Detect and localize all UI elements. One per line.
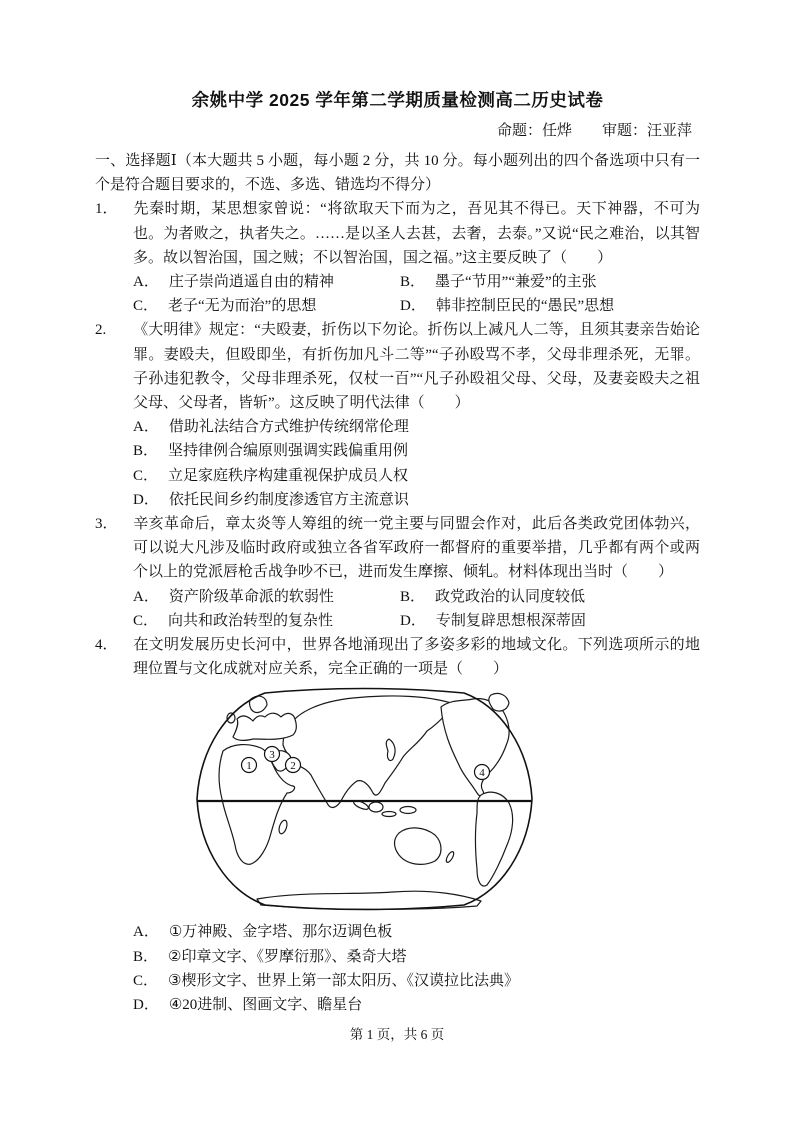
option-a <box>95 415 700 439</box>
option-row <box>95 294 700 318</box>
option-text: 庄子崇尚逍遥自由的精神 <box>168 274 334 291</box>
option-label: D． <box>400 612 426 629</box>
question-number: 1． <box>95 201 118 218</box>
map-asia <box>283 696 454 808</box>
option-label: D． <box>133 997 159 1014</box>
question-stem <box>95 512 700 585</box>
option-label: B． <box>133 443 159 460</box>
option-label: A． <box>133 924 159 941</box>
option-row <box>95 585 700 609</box>
option-text: 老子“无为而治”的思想 <box>168 298 317 315</box>
question-3 <box>95 512 700 633</box>
option-text: 韩非控制臣民的“愚民”思想 <box>435 298 615 315</box>
page-title: 余姚中学 2025 学年第二学期质量检测高二历史试卷 <box>191 90 604 110</box>
option-text: 借助礼法结合方式维护传统纲常伦理 <box>168 419 409 436</box>
map-java <box>382 812 396 817</box>
question-2 <box>95 318 700 512</box>
question-stem <box>95 197 700 270</box>
option-label: B． <box>400 588 426 605</box>
option-label: A． <box>133 588 159 605</box>
proposer-label: 命题：任烨 <box>496 123 572 139</box>
option-c <box>133 609 400 633</box>
option-d <box>95 993 700 1017</box>
option-b <box>400 270 597 294</box>
option-text: 依托民间乡约制度渗透官方主流意识 <box>168 491 409 508</box>
map-marker-3: 3 <box>269 749 275 762</box>
option-text: 坚持律例合编原则强调实践偏重用例 <box>168 443 409 460</box>
option-a <box>133 270 400 294</box>
option-c <box>95 464 700 488</box>
option-label: D． <box>400 298 426 315</box>
question-1 <box>95 197 700 318</box>
map-europe <box>233 714 296 741</box>
option-text: ②印章文字、《罗摩衍那》、桑奇大塔 <box>168 948 407 965</box>
map-marker-1: 1 <box>246 760 252 773</box>
map-australia <box>395 828 442 864</box>
option-b <box>95 439 700 463</box>
option-text: 专制复辟思想根深蒂固 <box>435 612 586 629</box>
question-4 <box>95 633 700 1017</box>
option-row <box>95 270 700 294</box>
option-d <box>400 294 614 318</box>
option-text: ④20进制、图画文字、瞻星台 <box>168 997 363 1014</box>
option-label: C． <box>133 467 159 484</box>
map-marker-2: 2 <box>290 760 296 773</box>
reviewer-label: 审题：汪亚萍 <box>601 123 692 139</box>
option-d <box>400 609 586 633</box>
map-borneo <box>369 802 383 812</box>
world-map-figure <box>193 687 536 912</box>
option-text: ①万神殿、金字塔、那尔迈调色板 <box>168 924 393 941</box>
option-d <box>95 488 700 512</box>
option-label: B． <box>400 274 426 291</box>
option-text: 立足家庭秩序构建重视保护成员人权 <box>168 467 409 484</box>
map-new-zealand <box>445 851 455 864</box>
option-a <box>133 585 400 609</box>
question-number: 2. <box>95 322 107 339</box>
world-map <box>193 687 536 912</box>
question-stem-text: 《大明律》规定：“夫殴妻，折伤以下勿论。折伤以上减凡人二等，且须其妻亲告始论罪。妻殴夫，但殴即坐，有折伤加凡斗二等”“子孙殴骂不孝，父母非理杀死，无罪。子孙违犯教令，父母非理杀死，仅杖一百”“凡子孙殴祖父母、父母，及妻妾殴夫之祖父母、父母者，皆斩”。这反映了明代法律（ ） <box>133 322 700 412</box>
option-label: B． <box>133 948 159 965</box>
option-label: D． <box>133 491 159 508</box>
question-number: 4． <box>95 637 118 654</box>
map-new-guinea <box>400 807 416 814</box>
map-north-america <box>441 699 509 796</box>
question-stem <box>95 633 700 681</box>
byline <box>95 120 700 142</box>
option-text: 政党政治的认同度较低 <box>435 588 586 605</box>
option-text: 向共和政治转型的复杂性 <box>168 612 334 629</box>
option-b <box>95 945 700 969</box>
question-stem-text: 辛亥革命后，章太炎等人筹组的统一党主要与同盟会作对，此后各类政党团体勃兴，可以说大凡涉及临时政府或独立各省军政府一都督府的重要举措，几乎都有两个或两个以上的党派唇枪舌战争吵不已，进而发生摩擦、倾轧。材料体现出当时（ ） <box>133 516 700 581</box>
option-label: C． <box>133 972 159 989</box>
option-row <box>95 609 700 633</box>
option-b <box>400 585 585 609</box>
map-madagascar <box>278 820 289 835</box>
question-stem-text: 先秦时期，某思想家曾说：“将欲取天下而为之，吾见其不得已。天下神器，不可为也。为者败之，执者失之。……是以圣人去甚，去奢，去泰。”又说“民之难治，以其智多。故以智治国，国之贼；不以智治国，国之福。”这主要反映了（ ） <box>133 201 700 266</box>
question-stem-text: 在文明发展历史长河中，世界各地涌现出了多姿多彩的地域文化。下列选项所示的地理位置与文化成就对应关系，完全正确的一项是（ ） <box>133 637 700 678</box>
option-text: 资产阶级革命派的软弱性 <box>168 588 334 605</box>
option-label: C． <box>133 298 159 315</box>
question-number: 3． <box>95 516 118 533</box>
option-text: ③楔形文字、世界上第一部太阳历、《汉谟拉比法典》 <box>168 972 519 989</box>
option-label: A． <box>133 274 159 291</box>
option-label: A． <box>133 419 159 436</box>
option-c <box>133 294 400 318</box>
option-a <box>95 920 700 944</box>
option-label: C． <box>133 612 159 629</box>
option-text: 墨子“节用”“兼爱”的主张 <box>435 274 597 291</box>
page-footer: 第 1 页，共 6 页 <box>349 1027 445 1042</box>
option-c <box>95 969 700 993</box>
map-marker-4: 4 <box>479 767 485 780</box>
section-heading: 一、选择题Ⅰ（本大题共 5 小题，每小题 2 分，共 10 分。每小题列出的四个备选项中只有一个是符合题目要求的，不选、多选、错选均不得分） <box>95 153 700 194</box>
question-stem <box>95 318 700 415</box>
